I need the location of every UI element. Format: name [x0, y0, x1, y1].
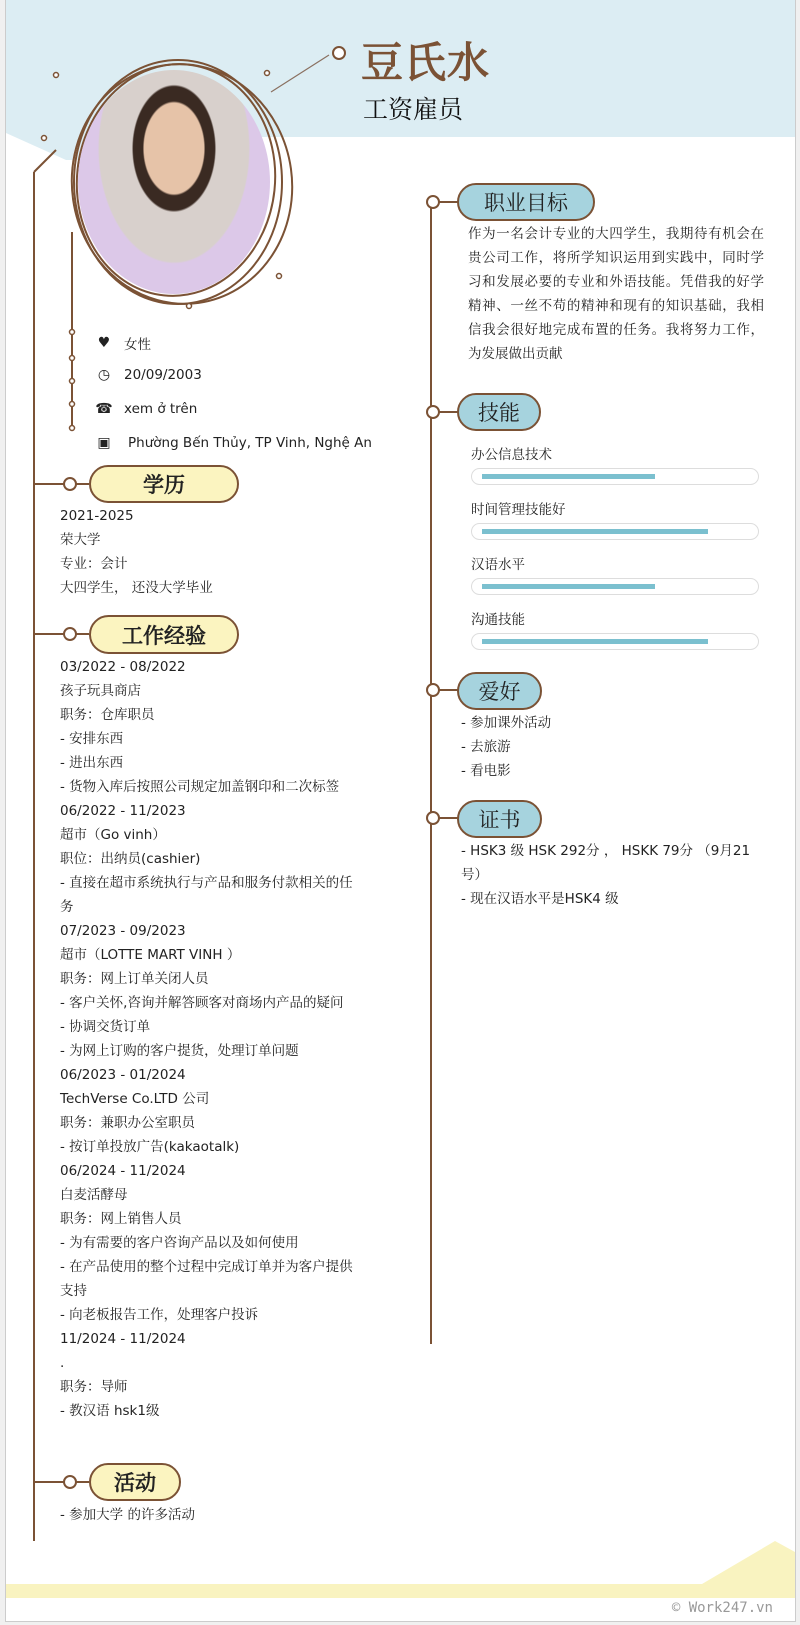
section-experience-heading: 工作经验 [89, 615, 239, 654]
certificates-content [461, 839, 750, 911]
text-line: - HSK3 级 HSK 292分 ， HSKK 79分 （9月21 [461, 843, 751, 859]
text-line: 白麦活酵母 [60, 1187, 128, 1203]
section-activities-heading: 活动 [89, 1463, 181, 1501]
text-line: 职务：仓库职员 [60, 707, 155, 723]
text-line: 职务：导师 [60, 1379, 128, 1395]
hobbies-content [461, 711, 551, 783]
job-title: 工资雇员 [363, 95, 464, 124]
skill-bar-fill [482, 584, 655, 589]
text-line: 号） [461, 867, 488, 883]
text-line: - 向老板报告工作，处理客户投诉 [60, 1307, 259, 1323]
text-line: - 看电影 [461, 763, 511, 779]
text-line: 超市（LOTTE MART VINH ） [60, 947, 241, 963]
skill-bar-fill [482, 639, 708, 644]
text-line: - 进出东西 [60, 755, 124, 771]
info-phone [94, 401, 197, 417]
text-line: 06/2024 - 11/2024 [60, 1163, 186, 1179]
address-book-icon: ▣ [97, 435, 111, 451]
text-line: 03/2022 - 08/2022 [60, 659, 186, 675]
phone-text: xem ở trên [124, 401, 198, 417]
address-text: Phường Bến Thủy, TP Vinh, Nghệ An [128, 435, 372, 451]
skill-label: 沟通技能 [471, 612, 525, 628]
text-line: - 安排东西 [60, 731, 124, 747]
text-line: 职位：出纳员(cashier) [60, 851, 201, 867]
skill-bar [471, 468, 759, 485]
text-line: 大四学生， 还没大学毕业 [60, 580, 213, 596]
info-birthdate [94, 367, 202, 383]
text-line: . [60, 1355, 65, 1371]
skill-bar [471, 633, 759, 650]
text-line: - 参加课外活动 [461, 715, 552, 731]
section-education-heading: 学历 [89, 465, 239, 503]
clock-icon: ◷ [97, 367, 111, 383]
text-line: - 去旅游 [461, 739, 511, 755]
text-line: 支持 [60, 1283, 87, 1299]
section-objective-heading: 职业目标 [457, 183, 595, 221]
section-hobbies-heading: 爱好 [457, 672, 542, 710]
skill-label: 办公信息技术 [471, 447, 552, 463]
section-certificates-heading: 证书 [457, 800, 542, 838]
text-line: - 直接在超市系统执行与产品和服务付款相关的任 [60, 875, 353, 891]
text-line: - 为网上订购的客户提货，处理订单问题 [60, 1043, 299, 1059]
heart-icon: ♥ [97, 335, 111, 351]
text-line: 11/2024 - 11/2024 [60, 1331, 186, 1347]
text-line: 2021-2025 [60, 508, 134, 524]
profile-photo [78, 70, 270, 294]
text-line: - 客户关怀,咨询并解答顾客对商场内产品的疑问 [60, 995, 344, 1011]
phone-icon: ☎ [95, 401, 113, 417]
text-line: 职务：网上销售人员 [60, 1211, 182, 1227]
text-line: 务 [60, 899, 74, 915]
birthdate-text: 20/09/2003 [124, 367, 202, 383]
text-line: - 为有需要的客户咨询产品以及如何使用 [60, 1235, 299, 1251]
text-line: - 教汉语 hsk1级 [60, 1403, 160, 1419]
watermark: © Work247.vn [671, 1600, 773, 1616]
info-gender [94, 333, 151, 353]
activities-content [60, 1503, 195, 1527]
resume-page [5, 0, 796, 1622]
text-line: - 货物入库后按照公司规定加盖钢印和二次标签 [60, 779, 340, 795]
footer-band [6, 1541, 795, 1598]
text-line: 专业：会计 [60, 556, 128, 572]
text-line: TechVerse Co.LTD 公司 [60, 1091, 210, 1107]
candidate-name: 豆氏水 [361, 38, 491, 87]
section-skills-heading: 技能 [457, 393, 541, 431]
text-line: - 现在汉语水平是HSK4 级 [461, 891, 619, 907]
text-line: 孩子玩具商店 [60, 683, 141, 699]
text-line: 06/2022 - 11/2023 [60, 803, 186, 819]
info-address [94, 435, 372, 451]
skill-label: 时间管理技能好 [471, 502, 566, 518]
objective-text: 作为一名会计专业的大四学生，我期待有机会在贵公司工作，将所学知识运用到实践中，同时学习和发展必要的专业和外语技能。凭借我的好学精神、一丝不苟的精神和现有的知识基础，我相信我会很好地完成布置的任务。我将努力工作，为发展做出贡献 [468, 226, 764, 362]
text-line: 06/2023 - 01/2024 [60, 1067, 186, 1083]
name-connector [333, 47, 345, 59]
text-line: 职务：网上订单关闭人员 [60, 971, 209, 987]
gender-text: 女性 [124, 337, 151, 353]
text-line: 职务：兼职办公室职员 [60, 1115, 195, 1131]
text-line: 荣大学 [60, 532, 101, 548]
text-line: - 在产品使用的整个过程中完成订单并为客户提供 [60, 1259, 353, 1275]
skill-bar-fill [482, 529, 708, 534]
skill-bar-fill [482, 474, 655, 479]
text-line: 07/2023 - 09/2023 [60, 923, 186, 939]
skill-bar [471, 578, 759, 595]
skill-label: 汉语水平 [471, 557, 525, 573]
skill-bar [471, 523, 759, 540]
text-line: - 按订单投放广告(kakaotalk) [60, 1139, 240, 1155]
education-content [60, 504, 213, 600]
text-line: - 参加大学 的许多活动 [60, 1507, 195, 1523]
text-line: - 协调交货订单 [60, 1019, 151, 1035]
experience-content [60, 655, 353, 1423]
text-line: 超市（Go vinh） [60, 827, 166, 843]
